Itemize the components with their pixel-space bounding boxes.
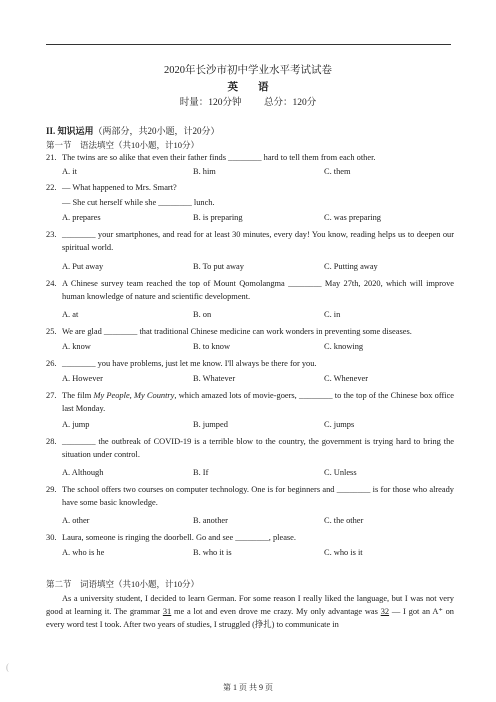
options-29 <box>62 516 454 529</box>
options-24 <box>62 310 454 323</box>
option-b: B. him <box>193 167 216 176</box>
option-a: A. jump <box>62 420 90 429</box>
question-text: The school offers two courses on computer technology. One is for beginners and ________ is for those who already have some basic knowledge. <box>62 485 454 507</box>
question-22 <box>46 182 454 210</box>
section-1-heading: 第一节 语法填空（共10小题，计10分） <box>46 140 200 150</box>
question-text-line2: — She cut herself while she ________ lunch. <box>62 198 215 208</box>
option-b: B. to know <box>193 342 230 351</box>
option-b: B. To put away <box>193 262 244 271</box>
option-b: B. Whatever <box>193 374 236 383</box>
option-b: B. another <box>193 516 228 525</box>
option-b: B. who it is <box>193 548 232 557</box>
options-28 <box>62 468 454 481</box>
question-text: A Chinese survey team reached the top of Mount Qomolangma ________ May 27th, 2020, which will improve human knowledge of nature and scientific development. <box>62 279 454 301</box>
option-c: C. Whenever <box>324 374 369 383</box>
option-b: B. jumped <box>193 420 228 429</box>
header-rule <box>46 44 451 45</box>
option-b: B. is preparing <box>193 213 243 222</box>
option-a: A. other <box>62 516 90 525</box>
option-a: A. it <box>62 167 77 176</box>
option-b: B. If <box>193 468 209 477</box>
question-text: ________ your smartphones, and read for at least 30 minutes, every day! You know, reading helps us to deepen our spiritual world. <box>62 230 454 252</box>
part-note: （两部分，共20小题，计20分） <box>93 126 220 136</box>
option-c: C. them <box>324 167 351 176</box>
subject-name: 英语 <box>227 82 289 93</box>
question-text: — What happened to Mrs. Smart? <box>62 183 177 192</box>
question-text: The twins are so alike that even their father finds ________ hard to tell them from each other. <box>62 153 376 162</box>
question-21 <box>46 152 454 165</box>
passage-text-1: As a university student, I decided to learn German. For some reason I really liked the language, but I was not very good at learning it. The grammar <box>46 594 454 616</box>
blank-31: 31 <box>162 607 172 616</box>
option-a: A. However <box>62 374 103 383</box>
question-number: 25. <box>46 327 57 336</box>
options-25 <box>62 342 454 355</box>
option-a: A. prepares <box>62 213 101 222</box>
question-23 <box>46 229 454 254</box>
options-30 <box>62 548 454 561</box>
option-a: A. who is he <box>62 548 105 557</box>
question-number: 23. <box>46 230 57 239</box>
options-23 <box>62 262 454 275</box>
question-25 <box>46 326 454 339</box>
option-c: C. Putting away <box>324 262 378 271</box>
exam-title: 2020年长沙市初中学业水平考试试卷 <box>164 65 332 76</box>
part-heading <box>46 124 220 137</box>
page-footer: 第 1 页 共 9 页 <box>223 683 273 692</box>
option-a: A. Although <box>62 468 104 477</box>
time-limit: 时量：120分钟 <box>179 98 242 108</box>
question-text-post: , which amazed lots of movie-goers, ________ to the top of the Chinese box office last Monday. <box>62 391 455 413</box>
options-21 <box>62 167 454 180</box>
option-c: C. in <box>324 310 341 319</box>
options-26 <box>62 374 454 387</box>
option-a: A. at <box>62 310 79 319</box>
option-c: C. the other <box>324 516 364 525</box>
options-22 <box>62 213 454 226</box>
margin-mark: ( <box>6 662 9 672</box>
blank-32: 32 <box>380 607 390 616</box>
question-number: 29. <box>46 485 57 494</box>
question-number: 30. <box>46 533 57 542</box>
question-text: ________ the outbreak of COVID-19 is a terrible blow to the country, the government is trying hard to bring the situation under control. <box>62 437 454 459</box>
time-score-line <box>0 94 496 108</box>
part-label: II. 知识运用 <box>46 126 94 136</box>
options-27 <box>62 420 454 433</box>
question-text <box>62 390 454 415</box>
question-30 <box>46 532 454 545</box>
question-24 <box>46 278 454 303</box>
option-a: A. Put away <box>62 262 104 271</box>
question-28 <box>46 436 454 461</box>
question-number: 24. <box>46 279 57 288</box>
total-score: 总分：120分 <box>263 98 317 108</box>
section-2-heading: 第二节 词语填空（共10小题，计10分） <box>46 579 200 589</box>
question-27 <box>46 390 454 415</box>
question-number: 28. <box>46 437 57 446</box>
option-c: C. jumps <box>324 420 355 429</box>
question-number: 26. <box>46 359 57 368</box>
film-title: My People, My Country <box>93 391 175 400</box>
option-c: C. Unless <box>324 468 357 477</box>
option-c: C. knowing <box>324 342 364 351</box>
question-text: Laura, someone is ringing the doorbell. Go and see ________, please. <box>62 533 296 542</box>
question-29 <box>46 484 454 509</box>
passage-text-3: — I got an A⁺ on every word test I took. After two years of studies, I struggled (挣扎) to communicate in <box>46 607 454 629</box>
question-text: ________ you have problems, just let me know. I'll always be there for you. <box>62 359 317 368</box>
option-c: C. was preparing <box>324 213 381 222</box>
passage-text-2: me a lot and even drove me crazy. My only advantage was <box>174 607 378 616</box>
passage <box>46 592 454 631</box>
question-number: 21. <box>46 153 57 162</box>
option-c: C. who is it <box>324 548 363 557</box>
question-26 <box>46 358 454 371</box>
question-text-pre: The film <box>62 391 94 400</box>
question-number: 27. <box>46 391 57 400</box>
option-a: A. know <box>62 342 91 351</box>
question-number: 22. <box>46 183 57 192</box>
option-b: B. on <box>193 310 212 319</box>
question-text: We are glad ________ that traditional Chinese medicine can work wonders in preventing some diseases. <box>62 327 412 336</box>
